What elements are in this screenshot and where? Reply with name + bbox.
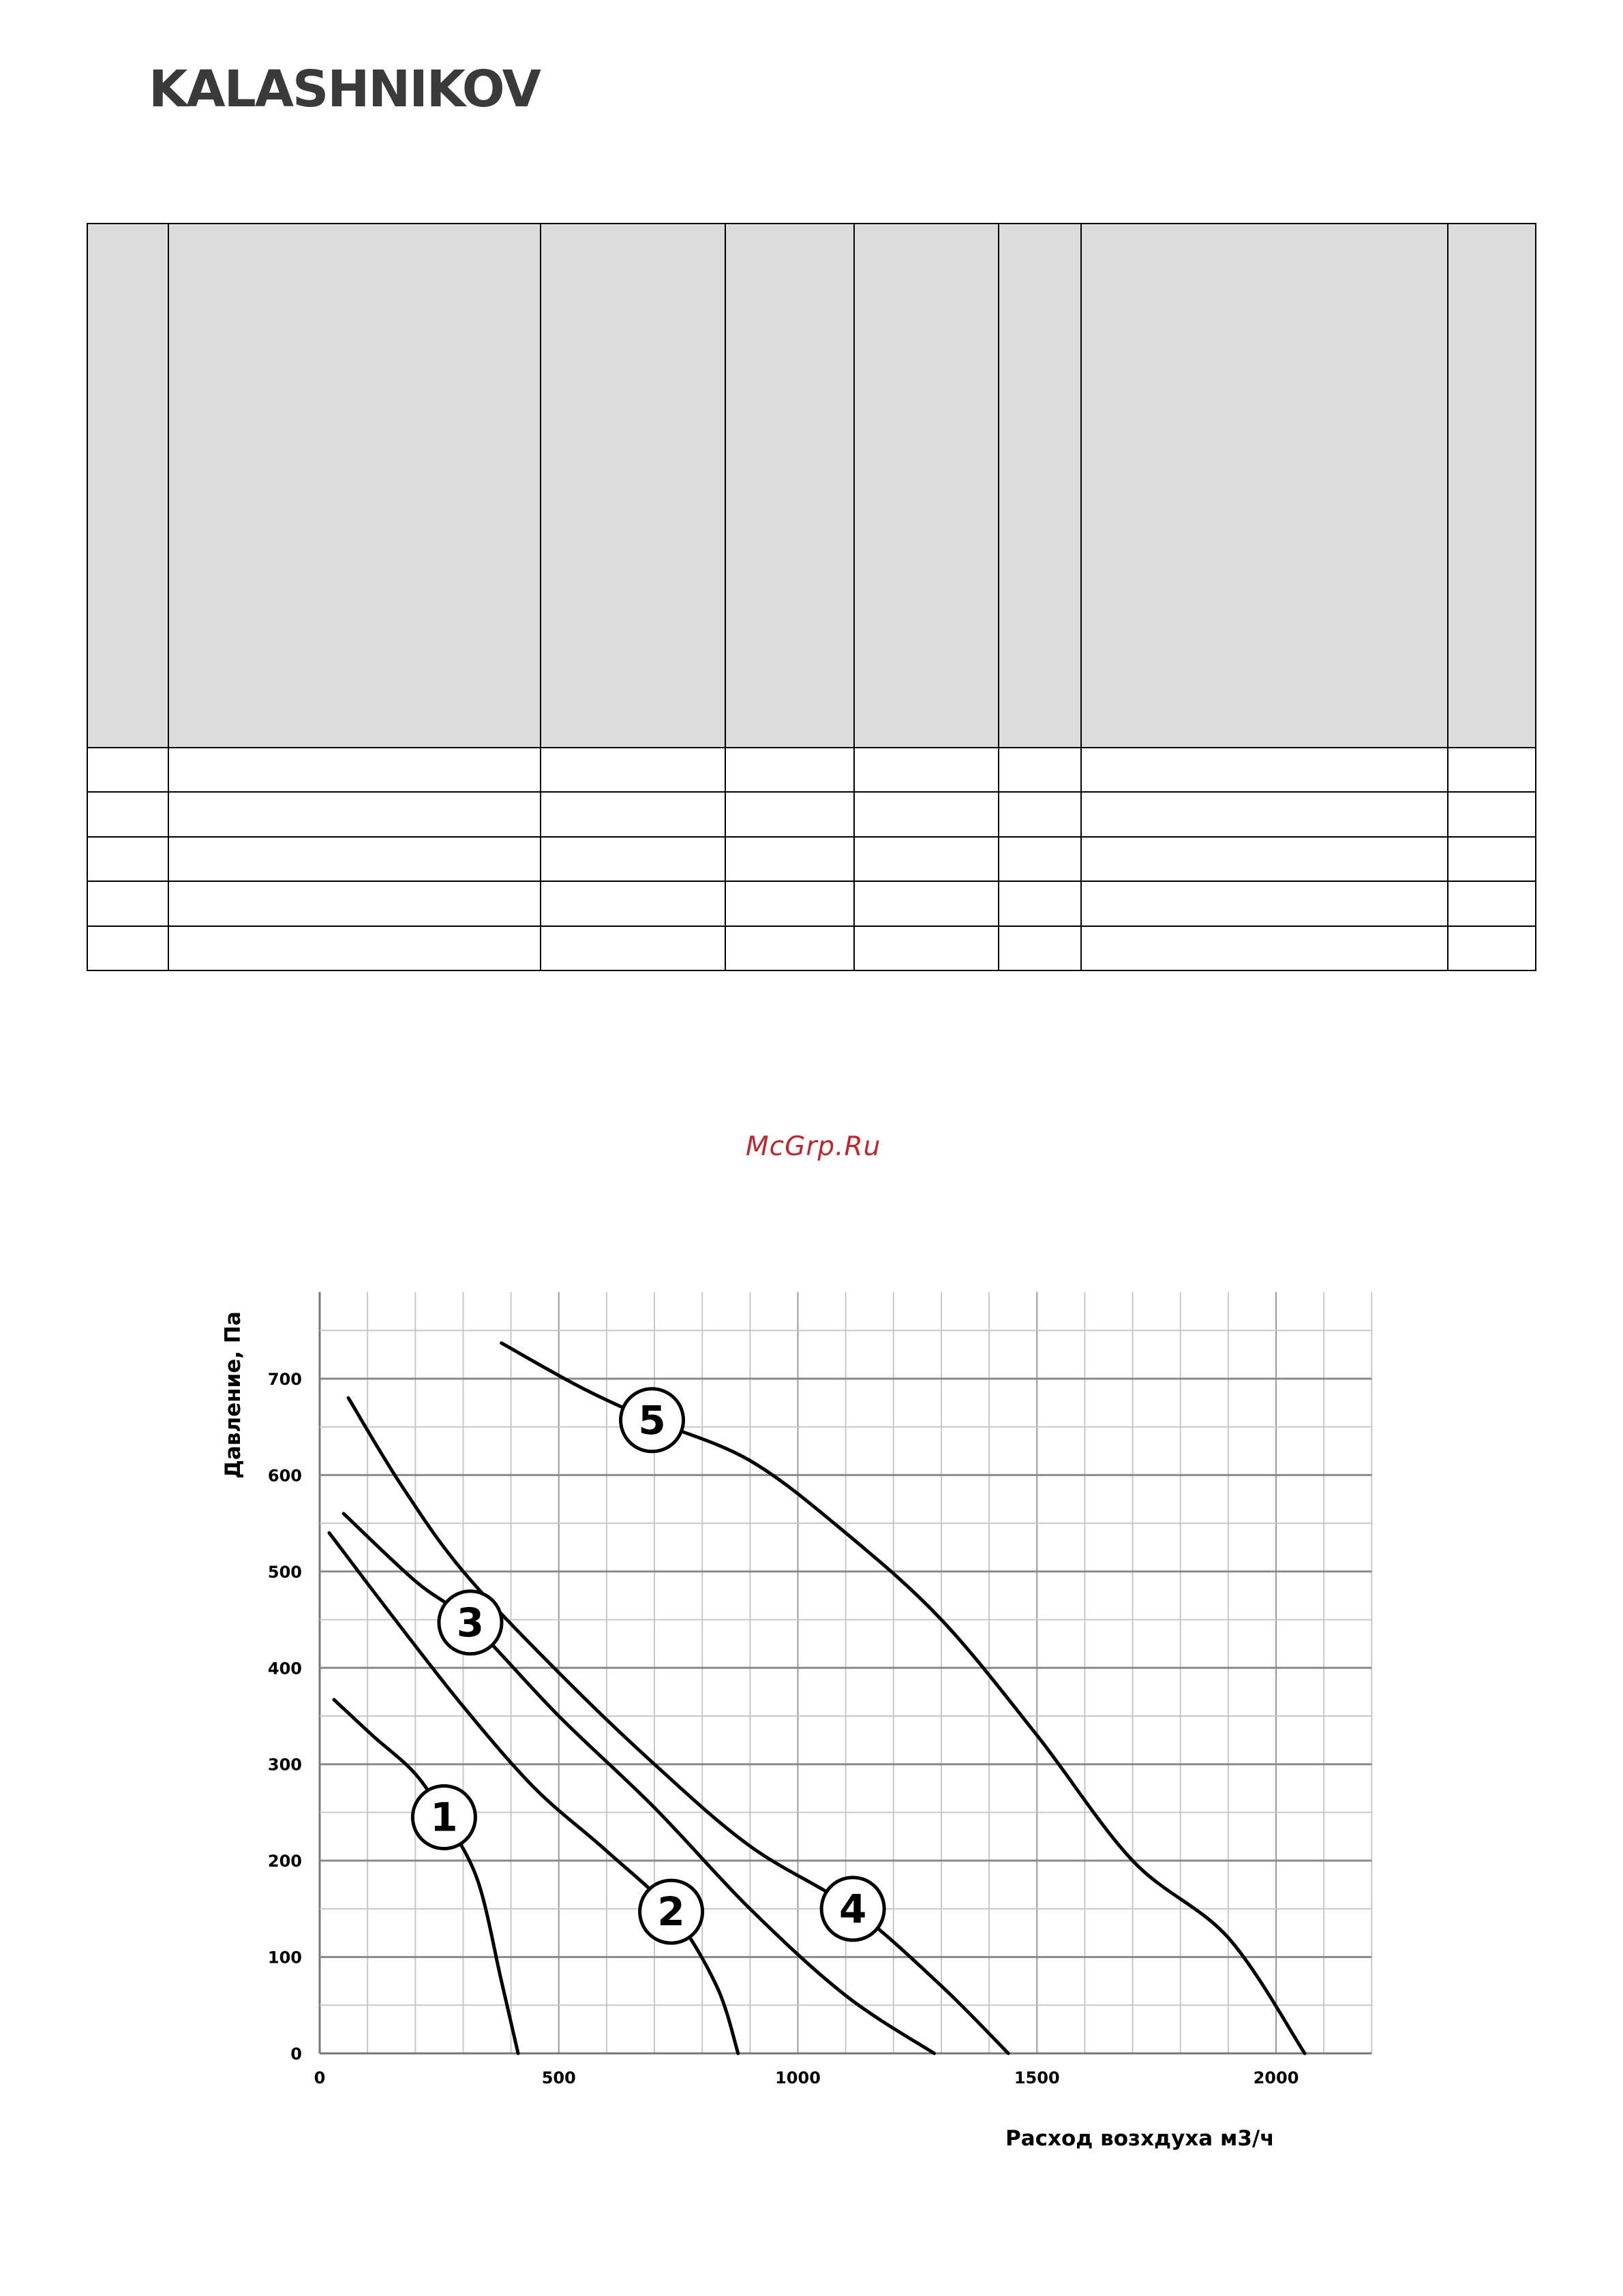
y-tick-label: 300: [267, 1755, 302, 1775]
y-tick-label: 600: [267, 1466, 302, 1486]
curve-label-3: 3: [456, 1599, 485, 1646]
curve-label-2: 2: [657, 1888, 685, 1935]
curve-label-1: 1: [430, 1794, 458, 1841]
curve-label-4: 4: [838, 1885, 867, 1932]
y-tick-label: 200: [267, 1852, 302, 1871]
y-tick-label: 400: [267, 1659, 302, 1679]
x-tick-label: 0: [314, 2068, 326, 2087]
x-tick-label: 500: [541, 2068, 576, 2087]
y-tick-label: 700: [267, 1369, 302, 1389]
brand-logo: KALASHNIKOV: [149, 60, 540, 119]
x-axis-title: Расход возхдуха м3/ч: [1005, 2126, 1275, 2151]
curve-2: [329, 1533, 738, 2053]
chart-tick-labels: [268, 1370, 1299, 2087]
y-tick-label: 0: [290, 2045, 302, 2064]
curve-1: [334, 1700, 518, 2053]
watermark: McGrp.Ru: [746, 1131, 881, 1162]
x-tick-label: 2000: [1253, 2068, 1299, 2087]
y-tick-label: 500: [267, 1562, 302, 1582]
y-axis-title: Давление, Па: [221, 1311, 245, 1479]
chart-curves: [329, 1343, 1305, 2053]
curve-label-5: 5: [638, 1396, 666, 1443]
curve-4: [348, 1398, 1008, 2053]
y-tick-label: 100: [267, 1948, 302, 1968]
x-tick-label: 1500: [1014, 2068, 1060, 2087]
curve-5: [502, 1343, 1305, 2053]
x-tick-label: 1000: [775, 2068, 821, 2087]
